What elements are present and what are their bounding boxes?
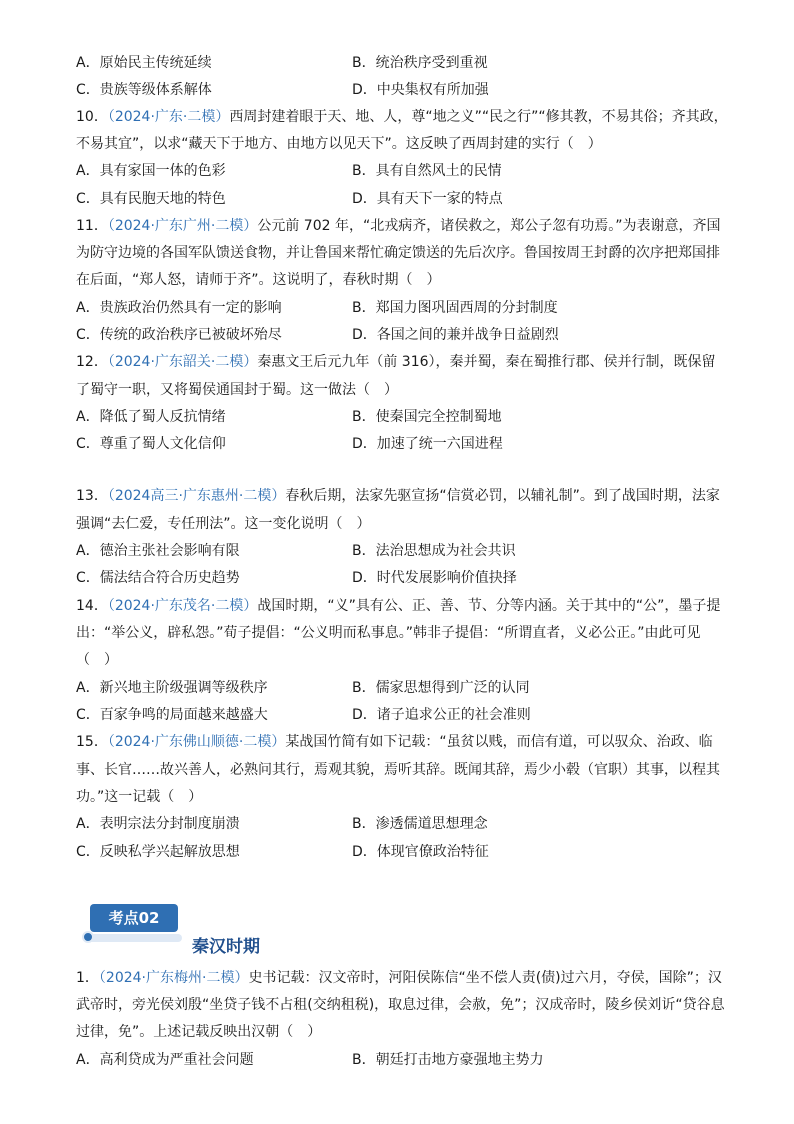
q12-option-d[interactable]: D．加速了统一六国进程 (352, 436, 503, 452)
q14-option-a[interactable]: A．新兴地主阶级强调等级秩序 (76, 680, 268, 696)
q9-option-b[interactable]: B．统治秩序受到重视 (352, 55, 488, 71)
q11-stem-line3: 在后面，“郑人怒，请师于齐”。这说明了，春秋时期（ ） (76, 272, 441, 288)
q11-stem-line2: 为防守边境的各国军队馈送食物，并让鲁国来帮忙确定馈送的先后次序。鲁国按周王封爵的次序把郑国排 (76, 245, 720, 261)
q11-option-b[interactable]: B．郑国力图巩固西周的分封制度 (352, 300, 558, 316)
q10-option-a[interactable]: A．具有家国一体的色彩 (76, 163, 226, 179)
s2q1-stem-line3: 过律，免”。上述记载反映出汉朝（ ） (76, 1024, 322, 1040)
q15-number: 15． (76, 734, 108, 750)
s2q1-option-b[interactable]: B．朝廷打击地方豪强地主势力 (352, 1052, 544, 1068)
q11-option-c[interactable]: C．传统的政治秩序已被破坏殆尽 (76, 327, 282, 343)
q13-option-b[interactable]: B．法治思想成为社会共识 (352, 543, 516, 559)
q15-option-d[interactable]: D．体现官僚政治特征 (352, 844, 489, 860)
q11-source: （2024·广东广州·二模） (107, 218, 258, 234)
q15-source: （2024·广东佛山顺德·二模） (107, 734, 286, 750)
s2q1-stem-line1 (76, 968, 722, 988)
s2q1-source: （2024·广东梅州·二模） (98, 970, 249, 986)
q14-text-1: 战国时期，“义”具有公、正、善、节、分等内涵。关于其中的“公”，墨子提 (257, 598, 721, 614)
q15-option-b[interactable]: B．渗透儒道思想理念 (352, 816, 488, 832)
q11-option-a[interactable]: A．贵族政治仍然具有一定的影响 (76, 300, 282, 316)
q11-option-d[interactable]: D．各国之间的兼并战争日益剧烈 (352, 327, 559, 343)
q14-stem-line3: （ ） (76, 652, 118, 668)
q9-option-c[interactable]: C．贵族等级体系解体 (76, 82, 212, 98)
q10-stem-line2: 不易其宜”，以求“藏天下于地方、由地方以见天下”。这反映了西周封建的实行（ ） (76, 136, 602, 152)
q14-number: 14． (76, 598, 108, 614)
q12-stem-line2: 了蜀守一职，又将蜀侯通国封于蜀。这一做法（ ） (76, 382, 398, 398)
section-badge (82, 900, 186, 942)
q12-option-a[interactable]: A．降低了蜀人反抗情绪 (76, 409, 226, 425)
q12-stem-line1 (76, 352, 716, 372)
q13-option-a[interactable]: A．德治主张社会影响有限 (76, 543, 240, 559)
q14-source: （2024·广东茂名·二模） (107, 598, 258, 614)
section-title: 秦汉时期 (192, 937, 260, 957)
q12-option-c[interactable]: C．尊重了蜀人文化信仰 (76, 436, 226, 452)
q13-option-c[interactable]: C．儒法结合符合历史趋势 (76, 570, 240, 586)
q15-option-c[interactable]: C．反映私学兴起解放思想 (76, 844, 240, 860)
q9-option-a[interactable]: A．原始民主传统延续 (76, 55, 212, 71)
s2q1-option-a[interactable]: A．高利贷成为严重社会问题 (76, 1052, 254, 1068)
q14-option-b[interactable]: B．儒家思想得到广泛的认同 (352, 680, 530, 696)
q10-text-1: 西周封建着眼于天、地、人，尊“地之义”“民之行”“修其教，不易其俗；齐其政， (229, 109, 728, 125)
q14-option-c[interactable]: C．百家争鸣的局面越来越盛大 (76, 707, 268, 723)
q10-number: 10． (76, 109, 108, 125)
s2q1-text-1: 史书记载：汉文帝时，河阳侯陈信“坐不偿人责(债)过六月，夺侯，国除”；汉 (248, 970, 722, 986)
q11-text-1: 公元前 702 年，“北戎病齐，诸侯救之，郑公子忽有功焉。”为表谢意，齐国 (257, 218, 721, 234)
q15-stem-line1 (76, 732, 713, 752)
q10-stem-line1 (76, 107, 728, 127)
q14-stem-line2: 出：“举公义，辟私怨。”荀子提倡：“公义明而私事息。”韩非子提倡：“所谓直者，义必公正。”由此可见 (76, 625, 701, 641)
q9-option-d[interactable]: D．中央集权有所加强 (352, 82, 489, 98)
q11-stem-line1 (76, 216, 721, 236)
q12-number: 12． (76, 354, 108, 370)
q14-option-d[interactable]: D．诸子追求公正的社会准则 (352, 707, 531, 723)
q10-option-b[interactable]: B．具有自然风土的民情 (352, 163, 502, 179)
q10-option-d[interactable]: D．具有天下一家的特点 (352, 191, 503, 207)
s2q1-number: 1． (76, 970, 99, 986)
q15-option-a[interactable]: A．表明宗法分封制度崩溃 (76, 816, 240, 832)
q14-stem-line1 (76, 596, 720, 616)
q12-text-1: 秦惠文王后元九年（前 316），秦并蜀，秦在蜀推行郡、侯并行制，既保留 (257, 354, 716, 370)
badge-dot-icon (82, 931, 94, 943)
q13-option-d[interactable]: D．时代发展影响价值抉择 (352, 570, 517, 586)
q13-source: （2024高三·广东惠州·二模） (107, 488, 286, 504)
q13-number: 13． (76, 488, 108, 504)
q12-source: （2024·广东韶关·二模） (107, 354, 258, 370)
badge-underline (84, 934, 182, 942)
q15-stem-line3: 功。”这一记载（ ） (76, 789, 203, 805)
q10-source: （2024·广东·二模） (107, 109, 230, 125)
q13-text-1: 春秋后期，法家先驱宣扬“信赏必罚，以辅礼制”。到了战国时期，法家 (285, 488, 720, 504)
q11-number: 11． (76, 218, 108, 234)
q13-stem-line2: 强调“去仁爱，专任刑法”。这一变化说明（ ） (76, 516, 371, 532)
q10-option-c[interactable]: C．具有民胞天地的特色 (76, 191, 226, 207)
section-badge-label: 考点02 (90, 904, 178, 932)
s2q1-stem-line2: 武帝时，旁光侯刘殷“坐贷子钱不占租(交纳租税)，取息过律，会赦，免”；汉成帝时，陵乡侯刘䜣“贷谷息 (76, 997, 725, 1013)
q12-option-b[interactable]: B．使秦国完全控制蜀地 (352, 409, 502, 425)
q13-stem-line1 (76, 486, 720, 506)
q15-text-1: 某战国竹简有如下记载：“虽贫以贱，而信有道，可以驭众、治政、临 (285, 734, 713, 750)
q15-stem-line2: 事、长官……故兴善人，必熟问其行，焉观其貌，焉听其辞。既闻其辞，焉少小毂（官职）其事，以程其 (76, 762, 720, 778)
